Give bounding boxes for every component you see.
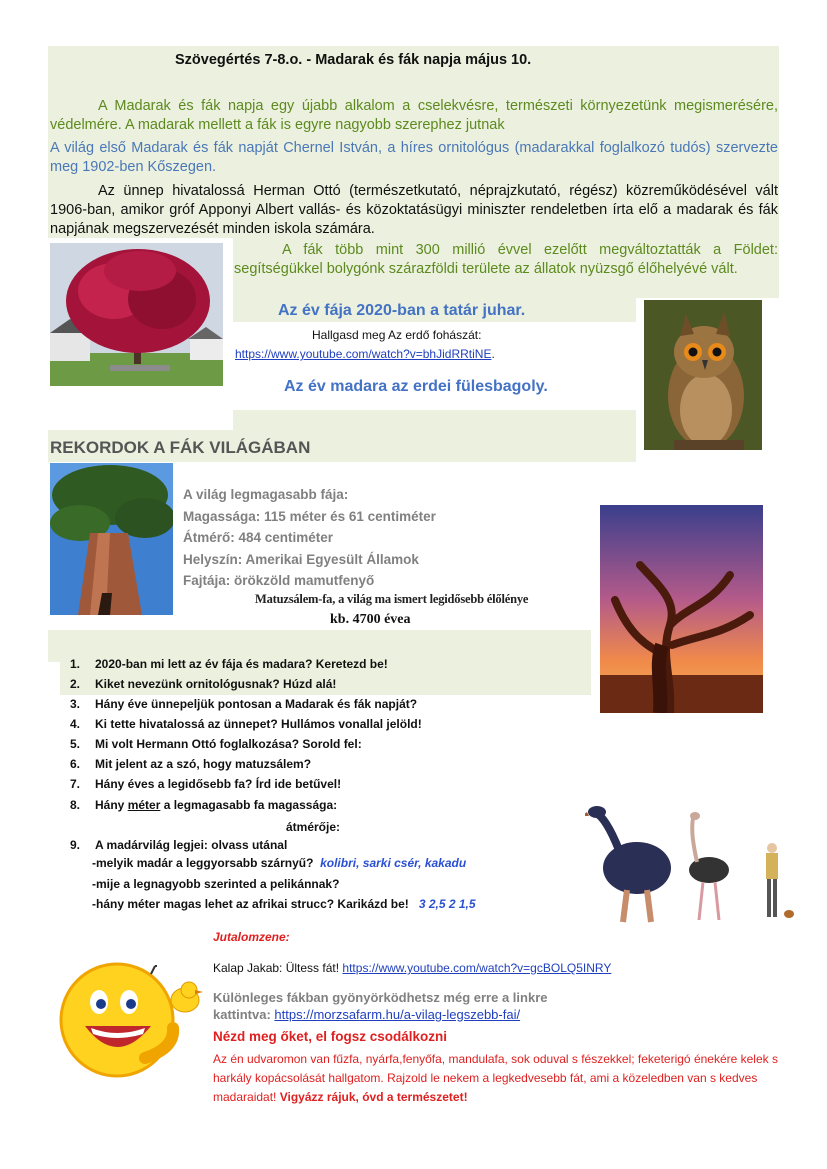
question-9-sub-3: -hány méter magas lehet az afrikai strucc? Karikázd be! 3 2,5 2 1,5 — [92, 897, 476, 911]
reward-song-link[interactable]: https://www.youtube.com/watch?v=gcBOLQ5INRY — [342, 961, 612, 975]
fact-line: Átmérő: 484 centiméter — [183, 530, 334, 545]
large-birds-illustration — [585, 800, 797, 932]
question-9-sub-2: -mije a legnagyobb szerinted a pelikánnak? — [92, 877, 340, 891]
intro-paragraph-2: A világ első Madarak és fák napját Chernel István, a híres ornitológus (madarakkal foglalkozó tudós) szervezte meg 1902-ben Kőszegen. — [50, 140, 778, 175]
reward-music-label: Jutalomzene: — [213, 930, 290, 944]
methuselah-age: kb. 4700 évea — [330, 612, 411, 627]
reward-song-line: Kalap Jakab: Ültess fát! https://www.youtube.com/watch?v=gcBOLQ5INRY — [213, 961, 612, 975]
question-9-sub-3-answers: 3 2,5 2 1,5 — [418, 897, 476, 911]
special-trees-text: Különleges fákban gyönyörködhetsz még erre a linkre kattintva: https://morzsafarm.hu/a-vilag-legszebb-fai/ — [213, 990, 548, 1022]
intro-paragraph-3: Az ünnep hivatalossá Herman Ottó (természetkutató, néprajzkutató, régész) közreműködésével vált 1906-ban, amikor gróf Apponyi Albert vallás- és közoktatásügyi miniszter rendeletben írta elő a madarak és fák napjának megszervezését minden iskola számára. — [50, 183, 778, 237]
intro-paragraph-4: A fák több mint 300 millió évvel ezelőtt megváltoztatták a Földet: segítségükkel bolygónk szárazföldi területe az állatok nyüzsgő élőhelyévé vált. — [234, 242, 778, 277]
closing-bold: Vigyázz rájuk, óvd a természetet! — [279, 1090, 468, 1104]
records-heading: REKORDOK A FÁK VILÁGÁBAN — [50, 438, 311, 457]
long-eared-owl-photo — [644, 300, 762, 450]
question-8-diameter: átmérője: — [286, 820, 341, 834]
listen-youtube-link[interactable]: https://www.youtube.com/watch?v=bhJidRRtiNE — [235, 347, 492, 361]
listen-link-line: https://www.youtube.com/watch?v=bhJidRRtiNE. — [235, 347, 495, 361]
fact-line: Fajtája: örökzöld mamutfenyő — [183, 573, 375, 588]
question-9-sub-1: -melyik madár a leggyorsabb szárnyű? kolibri, sarki csér, kakadu — [92, 856, 467, 870]
tallest-tree-facts — [183, 484, 436, 592]
closing-paragraph: Az én udvaromon van fűzfa, nyárfa,fenyőfa, mandulafa, sok oduval s fészekkel; feketerigó énekére kelek s harkály kopácsolását hallgatom. Rajzold le nekem a legkedvesebb fát, ami a közeledben van s kedves madaraidat! Vigyázz rájuk, óvd a természetet! — [213, 1052, 778, 1104]
fact-line: Magassága: 115 méter és 61 centiméter — [183, 508, 436, 524]
tree-of-year: Az év fája 2020-ban a tatár juhar. — [278, 302, 526, 319]
fact-line: A világ legmagasabb fája: — [183, 487, 349, 502]
giant-sequoia-photo — [50, 463, 173, 615]
special-trees-link[interactable]: https://morzsafarm.hu/a-vilag-legszebb-fai/ — [274, 1007, 521, 1022]
methuselah-caption: Matuzsálem-fa, a világ ma ismert legidősebb élőlénye — [255, 592, 529, 606]
look-at-them-text: Nézd meg őket, el fogsz csodálkozni — [213, 1029, 448, 1044]
bird-of-year: Az év madara az erdei fülesbagoly. — [284, 378, 548, 395]
listen-label: Hallgasd meg Az erdő fohászát: — [312, 328, 482, 342]
methuselah-tree-photo — [600, 505, 763, 713]
fact-line: Helyszín: Amerikai Egyesült Államok — [183, 551, 419, 567]
red-maple-tree-photo — [50, 243, 223, 386]
intro-paragraph-1: A Madarak és fák napja egy újabb alkalom a cselekvésre, természeti környezetünk megismerésére, védelmére. A madarak mellett a fák is egyre nagyobb szerephez jutnak — [50, 98, 778, 133]
page-title: Szövegértés 7-8.o. - Madarak és fák napja május 10. — [175, 52, 532, 68]
question-9-sub-1-answers: kolibri, sarki csér, kakadu — [320, 856, 467, 870]
smiley-with-bird-image — [55, 958, 215, 1090]
